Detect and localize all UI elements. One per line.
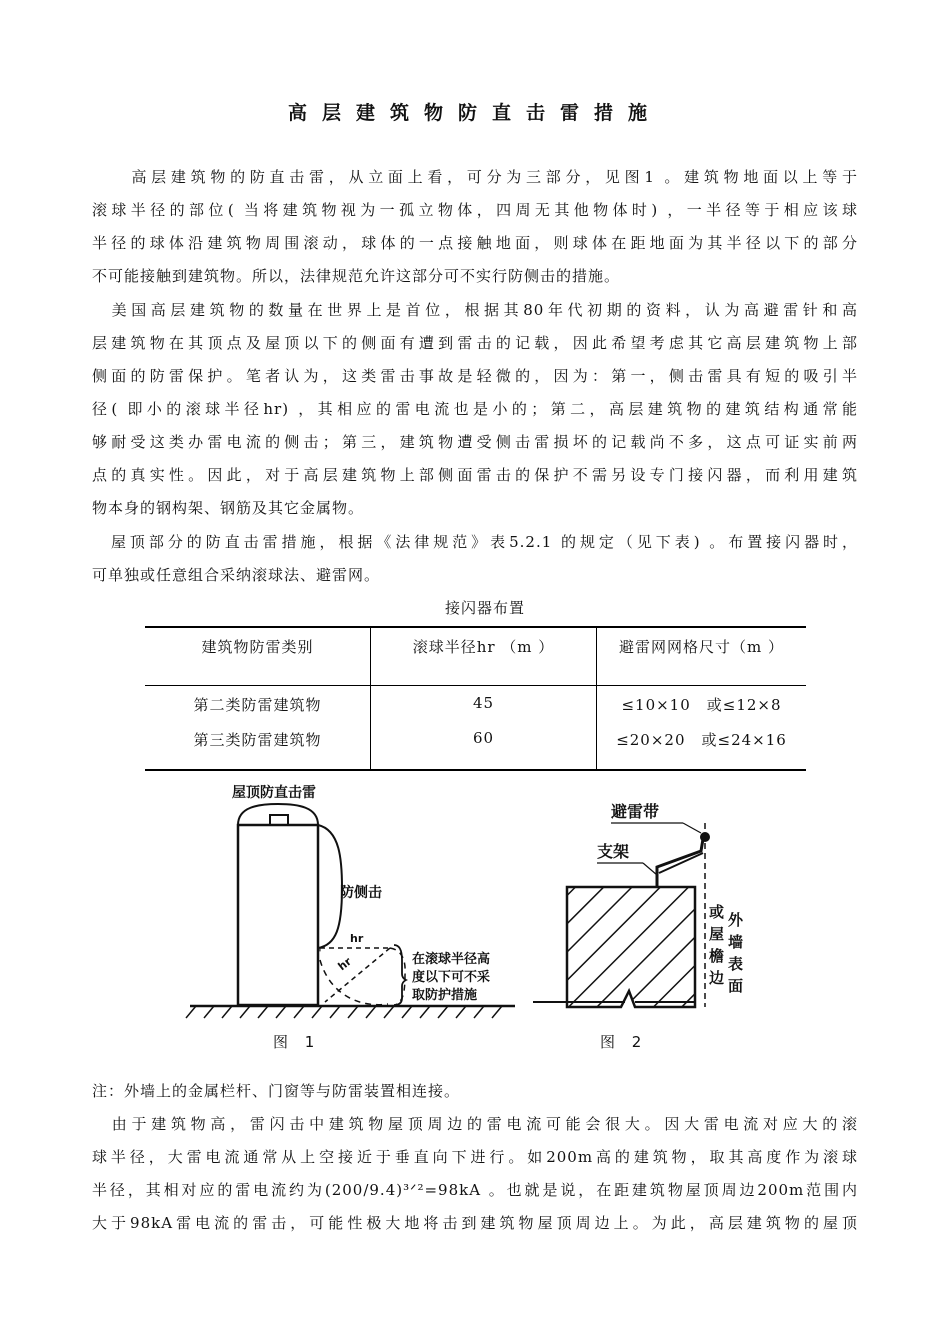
table-cell: ≤20×20 或≤24×16: [597, 721, 807, 770]
paragraph-tail: [92, 1108, 858, 1240]
table-row: [145, 686, 806, 722]
table-caption: 接闪器布置: [444, 599, 525, 617]
leader-line: [683, 823, 701, 833]
wall-edge-label: 外: [728, 911, 744, 929]
text-line: 够耐受这类办雷电流的侧击；第三，建筑物遭受侧击雷损坏的记载尚不多，这点可证实前两: [92, 433, 858, 451]
figure-1-side-label: 防侧击: [340, 885, 382, 901]
side-strike-arc: [318, 825, 342, 948]
building-outline: [238, 825, 318, 1005]
hr-label: hr: [350, 932, 364, 945]
text-line: 半径，其相对应的雷电流约为(200/9.4)³ᐟ²=98kA 。也就是说，在距建筑物屋顶周边200m范围内: [92, 1181, 858, 1199]
figure-1-roof-label: 屋顶防直击雷: [232, 785, 316, 801]
text-line: 点的真实性。因此，对于高层建筑物上部侧面雷击的保护不需另设专门接闪器，而利用建筑: [92, 466, 858, 484]
wall-edge-label: 表: [728, 955, 744, 973]
rolling-sphere-arc: [320, 960, 388, 1005]
text-line: 注：外墙上的金属栏杆、门窗等与防雷装置相连接。: [92, 1082, 461, 1100]
table-header-cell: 建筑物防雷类别: [145, 627, 371, 686]
page-title: 高层建筑物防直击雷措施: [287, 102, 662, 124]
hatched-wall: [567, 887, 695, 1007]
table-cell: 第二类防雷建筑物: [193, 696, 322, 714]
support-label: 支架: [597, 842, 630, 861]
leader-line: [643, 863, 657, 875]
text-line: 侧面的防雷保护。笔者认为，这类雷击事故是轻微的，因为：第一，侧击雷具有短的吸引半: [92, 367, 858, 385]
radius-label: hr: [335, 954, 354, 974]
text-line: 滚球半径的部位( 当将建筑物视为一孤立物体，四周无其他物体时) ，一半径等于相应该球: [92, 201, 858, 219]
note: [92, 1075, 858, 1108]
paragraph-intro: [92, 161, 858, 293]
table-header-cell: 避雷网网格尺寸（m ）: [597, 627, 807, 686]
text-line: 物本身的钢构架、钢筋及其它金属物。: [92, 499, 365, 517]
air-terminal: [270, 815, 288, 825]
table-header-row: [145, 627, 806, 686]
wall-edge-label: 边: [709, 969, 725, 987]
wall-edge-label: 屋: [709, 925, 725, 943]
text-line: 大于98kA雷电流的雷击，可能性极大地将击到建筑物屋顶周边上。为此，高层建筑物的屋顶: [92, 1214, 858, 1232]
text-line: 屋顶部分的防直击雷措施，根据《法律规范》表5.2.1 的规定（见下表) 。布置接闪器时，: [92, 533, 858, 551]
table-header-cell: 滚球半径hr （m ）: [371, 627, 597, 686]
text-line: 径( 即小的滚球半径hr) ，其相应的雷电流也是小的；第二，高层建筑物的建筑结构通常能: [92, 400, 858, 418]
table-cell: 60: [371, 721, 597, 770]
table-cell: 第三类防雷建筑物: [145, 721, 371, 770]
figure-1-diagram: [180, 780, 520, 1025]
ground-hatching: [186, 1006, 502, 1018]
radius-line: [325, 948, 390, 1002]
paragraph-usa: [92, 294, 858, 525]
lightning-belt-label: 避雷带: [611, 802, 660, 821]
text-line: 半径的球体沿建筑物周围滚动，球体的一点接触地面，则球体在距地面为其半径以下的部分: [92, 234, 858, 252]
paragraph-roof: [92, 526, 858, 592]
figure-2-diagram: [525, 795, 775, 1010]
wall-edge-label: 檐: [709, 947, 725, 965]
text-line: 可单独或任意组合采纳滚球法、避雷网。: [92, 566, 381, 584]
figure-1-rolling-label: 在滚球半径高: [412, 952, 491, 967]
text-line: 层建筑物在其顶点及屋顶以下的侧面有遭到雷击的记载，因此希望考虑其它高层建筑物上部: [92, 334, 858, 352]
table-cell: 45: [371, 686, 597, 722]
wall-edge-label: 墙: [728, 933, 744, 951]
table-cell: ≤10×10 或≤12×8: [597, 686, 807, 722]
text-line: 不可能接触到建筑物。所以，法律规范允许这部分可不实行防侧击的措施。: [92, 267, 621, 285]
text-line: 由于建筑物高，雷闪击中建筑物屋顶周边的雷电流可能会很大。因大雷电流对应大的滚: [92, 1115, 858, 1133]
figure-2-caption: 图 2: [600, 1033, 648, 1051]
table-row: [145, 721, 806, 770]
figure-1-rolling-label: 取防护措施: [412, 988, 478, 1003]
wall-edge-label: 或: [709, 903, 725, 921]
text-line: 美国高层建筑物的数量在世界上是首位，根据其80年代初期的资料，认为高避雷针和高: [92, 301, 858, 319]
figure-1-caption: 图 1: [273, 1033, 321, 1051]
figure-1-rolling-label: 度以下可不采: [412, 970, 491, 985]
wall-edge-label: 面: [728, 977, 744, 995]
text-line: 高层建筑物的防直击雷，从立面上看，可分为三部分，见图1 。建筑物地面以上等于: [92, 168, 858, 186]
text-line: 球半径，大雷电流通常从上空接近于垂直向下进行。如200m高的建筑物，取其高度作为滚球: [92, 1148, 858, 1166]
air-terminal-table: [145, 626, 806, 771]
